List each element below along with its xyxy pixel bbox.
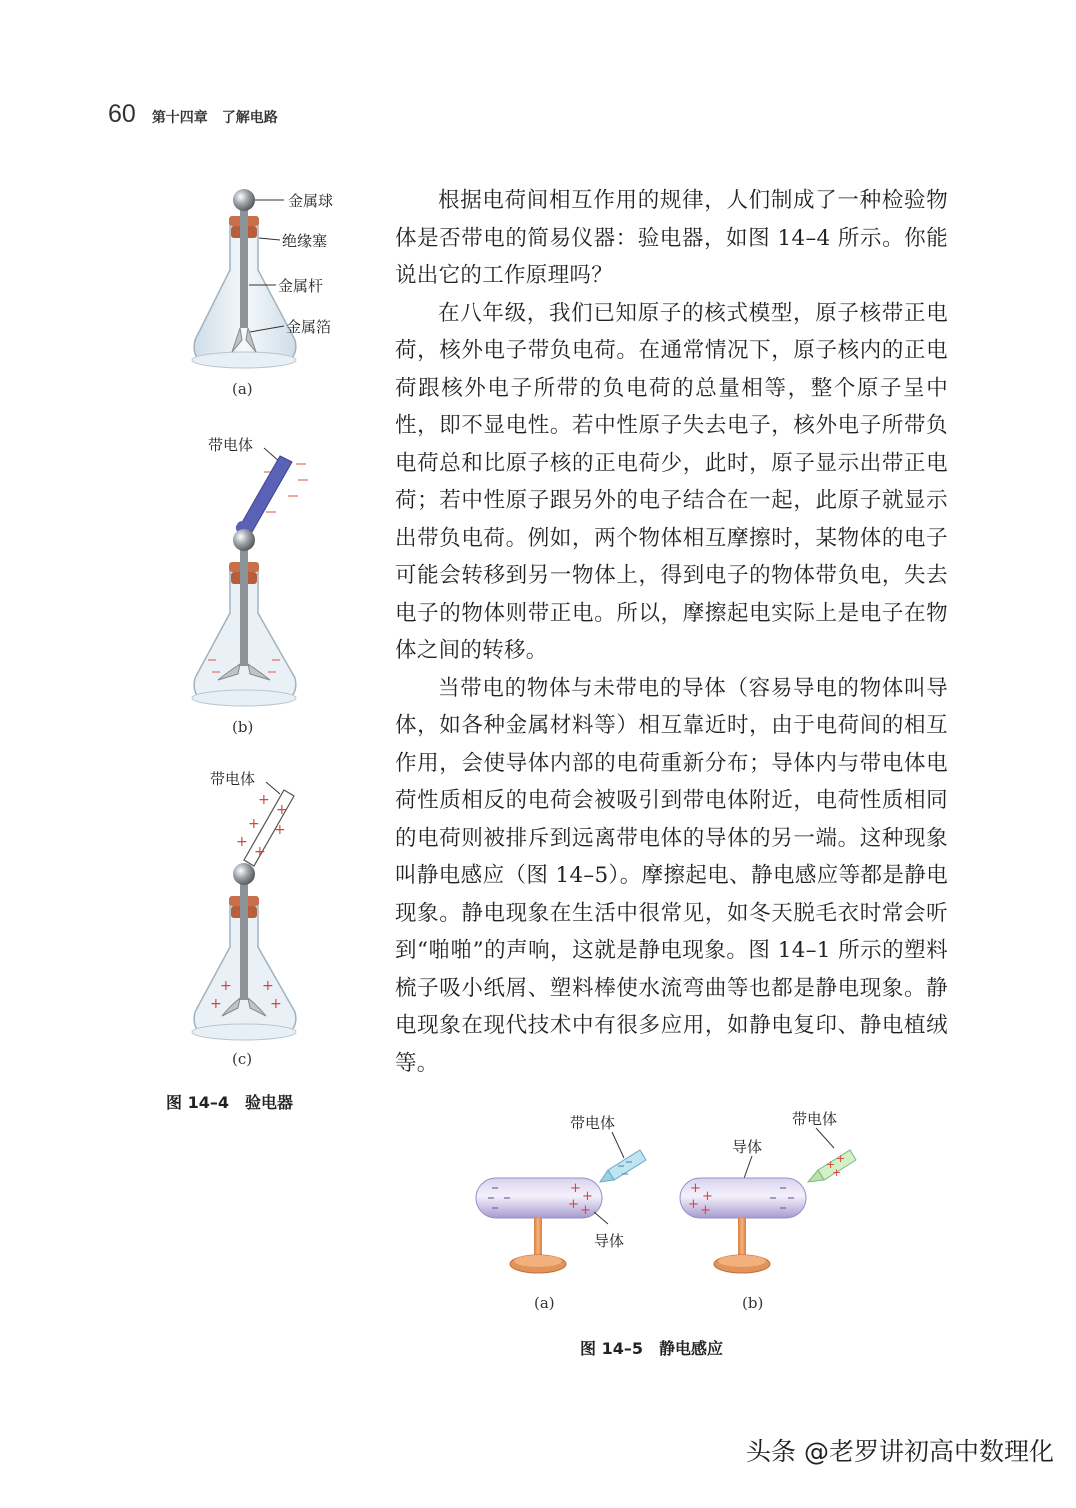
electroscope-b-illustration: [180, 428, 380, 718]
figure-14-5b-sublabel: (b): [742, 1294, 764, 1312]
label-metal-foil: 金属箔: [286, 318, 332, 336]
svg-text:+: +: [210, 996, 222, 1012]
svg-text:+: +: [570, 1181, 581, 1196]
svg-text:+: +: [580, 1203, 591, 1218]
figure-14-4a-sublabel: (a): [232, 380, 253, 398]
svg-text:+: +: [832, 1166, 842, 1179]
label-metal-ball: 金属球: [288, 192, 334, 210]
figure-14-4b-sublabel: (b): [232, 718, 254, 736]
body-text: [395, 182, 948, 1082]
svg-text:+: +: [826, 1158, 836, 1171]
figure-14-5-caption: 图 14–5 静电感应: [580, 1339, 723, 1358]
electroscope-c-illustration: [180, 762, 380, 1052]
label-charged-body-5a: 带电体: [570, 1114, 616, 1132]
label-conductor-5b: 导体: [732, 1138, 763, 1156]
label-insulating-stopper: 绝缘塞: [282, 232, 328, 250]
figure-14-4c-sublabel: (c): [232, 1050, 253, 1068]
svg-text:+: +: [248, 816, 260, 832]
label-metal-rod: 金属杆: [278, 277, 324, 295]
paragraph-1: 根据电荷间相互作用的规律，人们制成了一种检验物体是否带电的简易仪器：验电器，如图 14–4 所示。你能说出它的工作原理吗？: [395, 188, 948, 288]
label-charged-body-b: 带电体: [208, 436, 254, 454]
watermark: 头条 @老罗讲初高中数理化: [746, 1437, 1054, 1466]
label-conductor-5a: 导体: [594, 1232, 625, 1250]
paragraph-2: 在八年级，我们已知原子的核式模型，原子核带正电荷，核外电子带负电荷。在通常情况下，原子核内的正电荷跟核外电子所带的负电荷的总量相等，整个原子呈中性，即不显电性。若中性原子失去电子，核外电子所带负电荷总和比原子核的正电荷少，此时，原子显示出带正电荷；若中性原子跟另外的电子结合在一起，此原子就显示出带负电荷。例如，两个物体相互摩擦时，某物体的电子可能会转移到另一物体上，得到电子的物体带负电，失去电子的物体则带正电。所以，摩擦起电实际上是电子在物体之间的转移。: [395, 300, 948, 663]
figure-14-5: [462, 1100, 882, 1300]
svg-text:+: +: [220, 978, 232, 994]
electrostatic-induction-illustration: [462, 1100, 882, 1300]
svg-text:+: +: [582, 1189, 593, 1204]
electroscope-a-illustration: [180, 180, 380, 380]
svg-text:+: +: [836, 1152, 846, 1165]
label-charged-body-c: 带电体: [210, 770, 256, 788]
svg-text:+: +: [270, 996, 282, 1012]
svg-text:+: +: [258, 792, 270, 808]
svg-text:+: +: [700, 1203, 711, 1218]
svg-text:+: +: [568, 1197, 579, 1212]
page-header: [108, 100, 278, 129]
chapter-title: 第十四章 了解电路: [151, 110, 278, 126]
svg-text:+: +: [276, 802, 288, 818]
svg-text:+: +: [236, 834, 248, 850]
svg-text:+: +: [690, 1181, 701, 1196]
svg-text:+: +: [262, 978, 274, 994]
label-charged-body-5b: 带电体: [792, 1110, 838, 1128]
svg-text:+: +: [274, 822, 286, 838]
svg-text:+: +: [702, 1189, 713, 1204]
svg-text:+: +: [688, 1197, 699, 1212]
figure-14-4c: [180, 762, 380, 1052]
page-number: 60: [108, 100, 136, 128]
figure-14-4a: [180, 180, 380, 380]
paragraph-3: 当带电的物体与未带电的导体（容易导电的物体叫导体，如各种金属材料等）相互靠近时，由于电荷间的相互作用，会使导体内部的电荷重新分布；导体内与带电体电荷性质相反的电荷会被吸引到带电体附近，电荷性质相同的电荷则被排斥到远离带电体的导体的另一端。这种现象叫静电感应（图 14–5）。摩擦起电、静电感应等都是静电现象。静电现象在生活中很常见，如冬天脱毛衣时常会听到“啪啪”的声响，这就是静电现象。图 14–1 所示的塑料梳子吸小纸屑、塑料棒使水流弯曲等也都是静电现象。静电现象在现代技术中有很多应用，如静电复印、静电植绒等。: [395, 675, 948, 1076]
figure-14-4b: [180, 428, 380, 718]
svg-text:+: +: [254, 844, 266, 860]
figure-14-5a-sublabel: (a): [534, 1294, 555, 1312]
figure-14-4-caption: 图 14–4 验电器: [166, 1093, 293, 1112]
